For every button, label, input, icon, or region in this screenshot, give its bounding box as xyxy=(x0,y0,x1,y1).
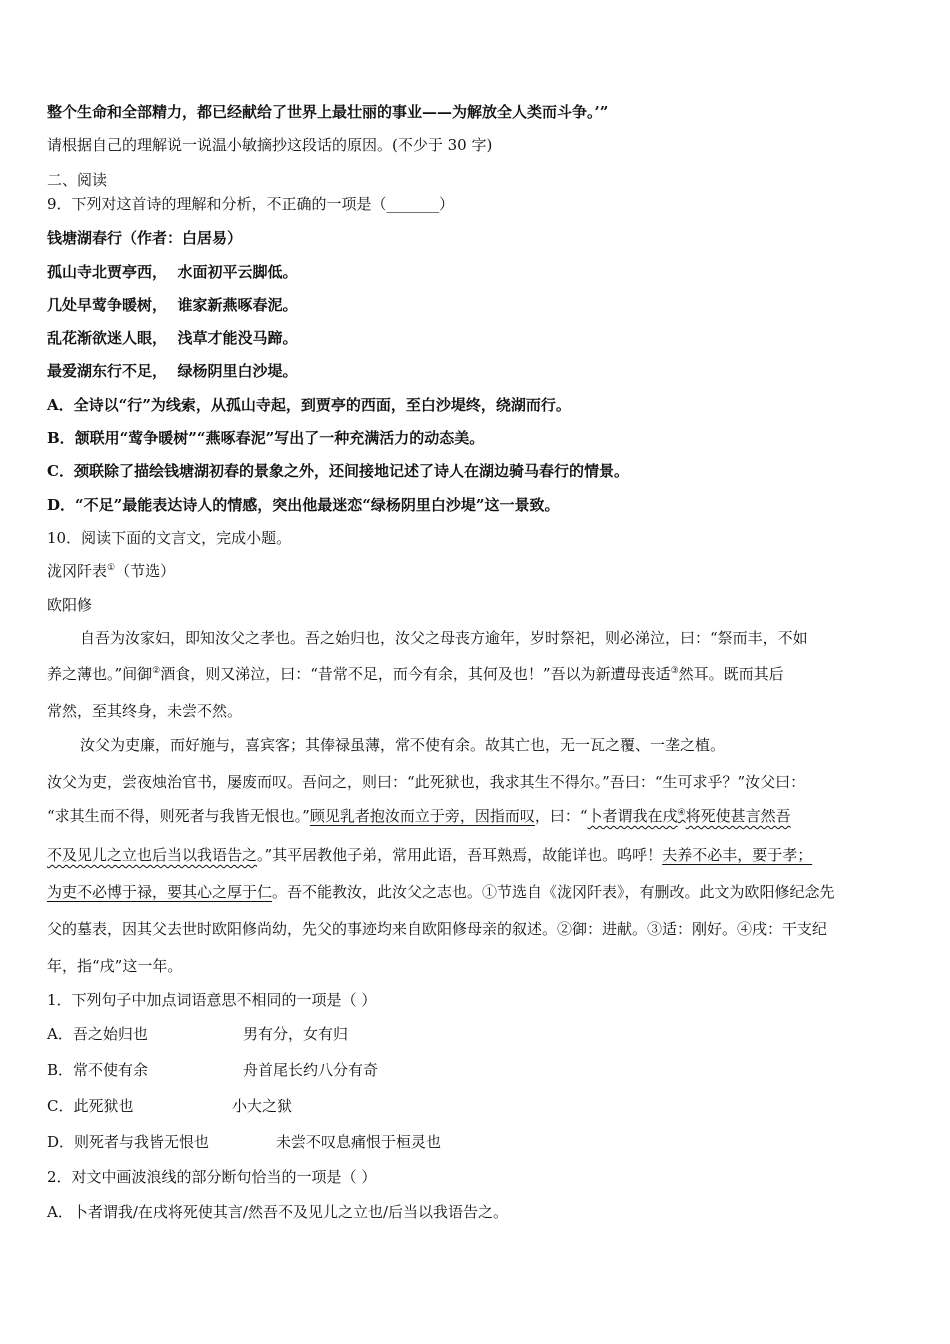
section-title: 二、阅读 xyxy=(47,171,108,189)
passage-p1-line-2 xyxy=(47,664,784,684)
wavy-underlined-text: 将死使甚言然吾 xyxy=(685,807,791,825)
sub1-option-c xyxy=(47,1096,293,1116)
intro-line-1: 整个生命和全部精力，都已经献给了世界上最壮丽的事业——为解放全人类而斗争。’” xyxy=(47,103,609,121)
passage-p1-line-1: 自吾为汝家妇，即知汝父之孝也。吾之始归也，汝父之母丧方逾年，岁时祭祀，则必涕泣，曰：“祭而丰，不如 xyxy=(80,629,808,647)
p3-text: ，曰：“ xyxy=(534,807,588,825)
sub2-option-a: A．卜者谓我/在戌将死使其言/然吾不及见儿之立也/后当以我语告之。 xyxy=(47,1203,508,1221)
sub2-stem: 2．对文中画波浪线的部分断句恰当的一项是（ ） xyxy=(47,1168,377,1186)
underlined-sentence: 顾见乳者抱汝而立于旁，因指而叹 xyxy=(309,807,535,825)
q9-option-d: D．“不足”最能表达诗人的情感，突出他最迷恋“绿杨阴里白沙堤”这一景致。 xyxy=(47,496,560,514)
sub1-option-pair: 男有分，女有归 xyxy=(243,1025,349,1043)
footnote-marker: ① xyxy=(107,563,116,573)
sub1-option-label: B．常不使有余 xyxy=(47,1061,149,1079)
q9-option-c: C．颈联除了描绘钱塘湖初春的景象之外，还间接地记述了诗人在湖边骑马春行的情景。 xyxy=(47,462,629,480)
sub1-option-a xyxy=(47,1024,349,1044)
poem-line: 几处早莺争暖树， 谁家新燕啄春泥。 xyxy=(47,296,298,314)
q9-stem: 9．下列对这首诗的理解和分析，不正确的一项是（_______） xyxy=(47,195,455,213)
passage-p3-line-5: 父的墓表，因其父去世时欧阳修尚幼，先父的事迹均来自欧阳修母亲的叙述。②御：进献。③适：刚好。④戌：干支纪 xyxy=(47,920,828,938)
passage-title-suffix: （节选） xyxy=(115,562,176,580)
sub1-stem: 1．下列句子中加点词语意思不相同的一项是（ ） xyxy=(47,991,377,1009)
sub1-option-label: D．则死者与我皆无恨也 xyxy=(47,1133,210,1151)
passage-author: 欧阳修 xyxy=(47,596,93,614)
passage-title-text: 泷冈阡表 xyxy=(47,562,108,580)
p3-text: 。吾不能教汝，此汝父之志也。①节选自《泷冈阡表》，有删改。此文为欧阳修纪念先 xyxy=(272,883,835,901)
passage-p3-line-6: 年，指“戌”这一年。 xyxy=(47,957,183,975)
footnote-marker: ② xyxy=(152,666,161,676)
passage-p2-line-1: 汝父为吏廉，而好施与，喜宾客；其俸禄虽薄，常不使有余。故其亡也，无一瓦之覆、一垄之植。 xyxy=(80,736,726,754)
q10-stem: 10．阅读下面的文言文，完成小题。 xyxy=(47,529,292,547)
p3-text: “求其生而不得，则死者与我皆无恨也。” xyxy=(47,807,310,825)
footnote-marker: ④ xyxy=(677,808,686,818)
wavy-underlined-text: 卜者谓我在戌 xyxy=(587,807,678,825)
sub1-option-pair: 舟首尾长约八分有奇 xyxy=(243,1061,379,1079)
underlined-sentence: 夫养不必丰，要于孝； xyxy=(662,846,813,864)
sub1-option-b xyxy=(47,1060,379,1080)
passage-p3-line-2 xyxy=(47,806,791,826)
poem-title: 钱塘湖春行（作者：白居易） xyxy=(47,229,243,247)
passage-p1-line-3: 常然，至其终身，未尝不然。 xyxy=(47,702,243,720)
underlined-sentence: 为吏不必博于禄，要其心之厚于仁 xyxy=(47,883,273,901)
sub1-option-d xyxy=(47,1132,442,1152)
p3-text: 。”其平居教他子弟，常用此语，吾耳熟焉，故能详也。呜呼！ xyxy=(257,846,663,864)
sub1-option-label: A．吾之始归也 xyxy=(47,1025,148,1043)
passage-p3-line-1: 汝父为吏，尝夜烛治官书，屡废而叹。吾问之，则曰：“此死狱也，我求其生不得尔。”吾曰：“生可求乎？”汝父曰： xyxy=(47,773,806,791)
intro-line-2: 请根据自己的理解说一说温小敏摘抄这段话的原因。(不少于 30 字) xyxy=(47,136,493,154)
q9-option-b: B．颔联用“莺争暖树”“燕啄春泥”写出了一种充满活力的动态美。 xyxy=(47,429,485,447)
footnote-marker: ③ xyxy=(670,666,679,676)
wavy-underlined-text: 不及见儿之立也后当以我语告之 xyxy=(47,846,258,864)
p1-text: 酒食，则又涕泣，曰：“昔常不足，而今有余，其何及也！”吾以为新遭母丧适 xyxy=(160,665,671,683)
passage-p3-line-3 xyxy=(47,845,812,865)
sub1-option-pair: 未尝不叹息痛恨于桓灵也 xyxy=(276,1133,442,1151)
p1-text: 然耳。既而其后 xyxy=(678,665,784,683)
p1-text: 养之薄也。”间御 xyxy=(47,665,153,683)
poem-line: 最爱湖东行不足， 绿杨阴里白沙堤。 xyxy=(47,362,298,380)
sub1-option-pair: 小大之狱 xyxy=(232,1097,293,1115)
poem-line: 乱花渐欲迷人眼， 浅草才能没马蹄。 xyxy=(47,329,298,347)
passage-title xyxy=(47,561,175,581)
passage-p3-line-4 xyxy=(47,882,835,902)
poem-line: 孤山寺北贾亭西， 水面初平云脚低。 xyxy=(47,263,298,281)
q9-option-a: A．全诗以“行”为线索，从孤山寺起，到贾亭的西面，至白沙堤终，绕湖而行。 xyxy=(47,396,571,414)
sub1-option-label: C．此死狱也 xyxy=(47,1097,134,1115)
